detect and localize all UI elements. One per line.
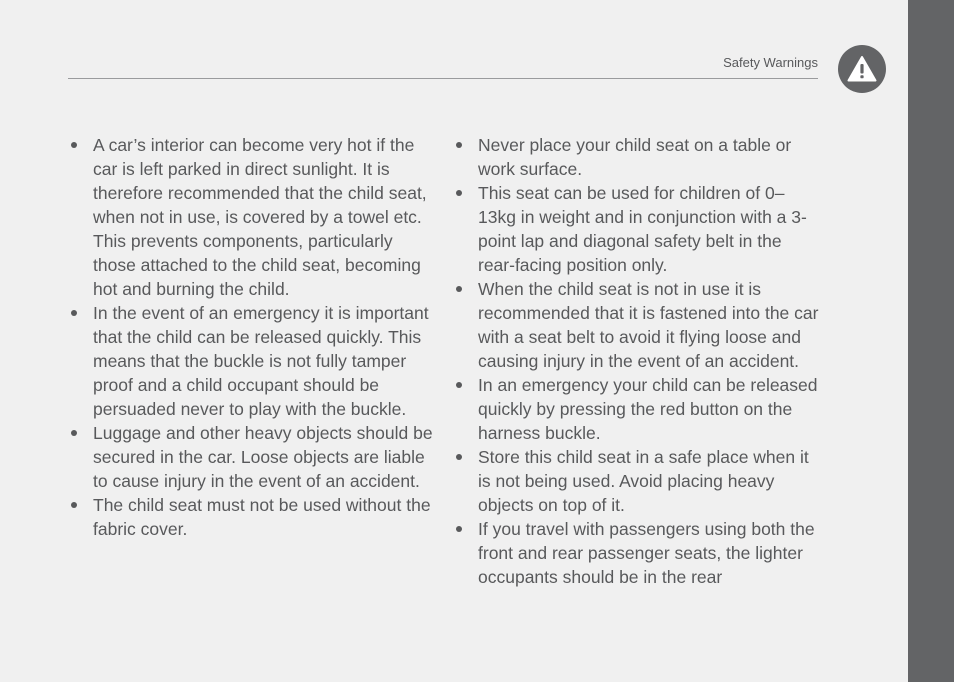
warning-item: The child seat must not be used without the fabric cover. (70, 493, 435, 541)
header-rule (68, 78, 818, 79)
warning-item: If you travel with passengers using both the front and rear passenger seats, the lighter occupants should be in the rear (455, 517, 820, 589)
warning-item: When the child seat is not in use it is recommended that it is fastened into the car with a seat belt to avoid it flying loose and causing injury in the event of an accident. (455, 277, 820, 373)
left-column (70, 133, 435, 541)
warning-item: Never place your child seat on a table or work surface. (455, 133, 820, 181)
warning-item: In the event of an emergency it is important that the child can be released quickly. This means that the buckle is not fully tamper proof and a child occupant should be persuaded never to play with the buckle. (70, 301, 435, 421)
warning-item: A car’s interior can become very hot if the car is left parked in direct sunlight. It is therefore recommended that the child seat, when not in use, is covered by a towel etc. This prevents components, particularly those attached to the child seat, becoming hot and burning the child. (70, 133, 435, 301)
warning-item: Store this child seat in a safe place when it is not being used. Avoid placing heavy objects on top of it. (455, 445, 820, 517)
side-tab (908, 0, 954, 682)
warning-badge (838, 45, 886, 93)
warning-triangle-icon (847, 55, 877, 83)
warning-item: In an emergency your child can be released quickly by pressing the red button on the harness buckle. (455, 373, 820, 445)
section-title: Safety Warnings (723, 55, 818, 70)
right-column (455, 133, 820, 589)
warning-item: Luggage and other heavy objects should be secured in the car. Loose objects are liable to cause injury in the event of an accident. (70, 421, 435, 493)
warning-item: This seat can be used for children of 0–13kg in weight and in conjunction with a 3-point lap and diagonal safety belt in the rear-facing position only. (455, 181, 820, 277)
